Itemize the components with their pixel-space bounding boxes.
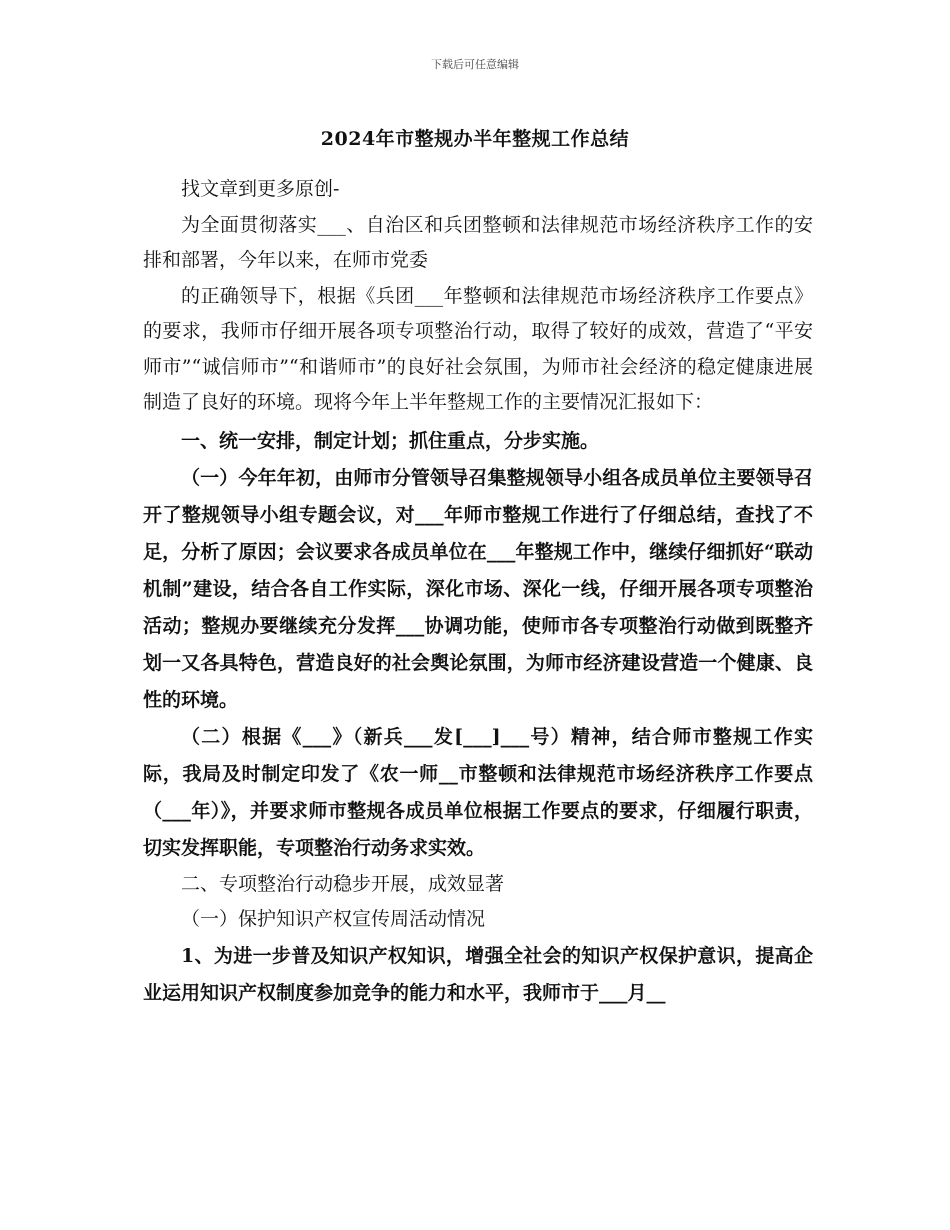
section-heading-2: 二、专项整治行动稳步开展，成效显著 <box>181 872 505 895</box>
page-header-note: 下载后可任意编辑 <box>431 58 519 71</box>
document-body <box>143 172 813 1012</box>
paragraph-leadership: 的正确领导下，根据《兵团___年整顿和法律规范市场经济秩序工作要点》的要求，我师市仔细开展各项专项整治行动，取得了较好的成效，营造了“平安师市”“诚信师市”“和谐师市”的良好社会氛围，为师市社会经济的稳定健康进展制造了良好的环境。现将今年上半年整规工作的主要情况汇报如下： <box>143 284 813 413</box>
paragraph-intro-link: 找文章到更多原创- <box>181 178 340 200</box>
paragraph-ip-item-1: 1、为进一步普及知识产权知识，增强全社会的知识产权保护意识，提高企业运用知识产权制度参加竞争的能力和水平，我师市于___月__ <box>143 944 813 1004</box>
paragraph-subsection-2: （二）根据《___》（新兵___发[___]___号）精神，结合师市整规工作实际，我局及时制定印发了《农一师__市整顿和法律规范市场经济秩序工作要点（___年）》，并要求师市整规各成员单位根据工作要点的要求，仔细履行职责，切实发挥职能，专项整治行动务求实效。 <box>143 725 813 859</box>
subsection-heading-ip: （一）保护知识产权宣传周活动情况 <box>181 908 486 930</box>
paragraph-implementation: 为全面贯彻落实___、自治区和兵团整顿和法律规范市场经济秩序工作的安排和部署，今年以来，在师市党委 <box>143 213 813 271</box>
paragraph-subsection-1: （一）今年年初，由师市分管领导召集整规领导小组各成员单位主要领导召开了整规领导小组专题会议，对___年师市整规工作进行了仔细总结，查找了不足，分析了原因；会议要求各成员单位在___年整规工作中，继续仔细抓好“联动机制”建设，结合各自工作实际，深化市场、深化一线，仔细开展各项专项整治活动；整规办要继续充分发挥___协调功能，使师市各专项整治行动做到既整齐划一又各具特色，营造良好的社会舆论氛围，为师市经济建设营造一个健康、良性的环境。 <box>143 466 813 711</box>
section-heading-1: 一、统一安排，制定计划；抓住重点，分步实施。 <box>181 429 600 452</box>
document-title: 2024年市整规办半年整规工作总结 <box>320 128 630 150</box>
